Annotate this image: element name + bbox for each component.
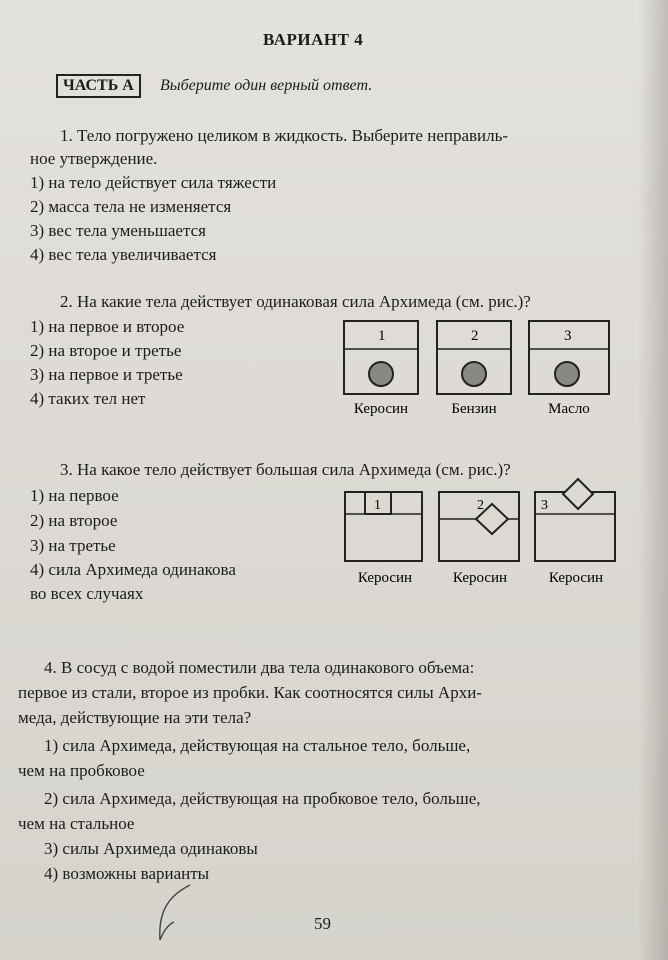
- q3-vessel-3: [535, 479, 615, 586]
- page-number: 59: [314, 914, 331, 933]
- q3-number-2: 2: [477, 498, 484, 513]
- q2-label-2: Бензин: [451, 401, 497, 417]
- q3-text: 3. На какое тело действует большая сила Архимеда (см. рис.)?: [60, 460, 511, 479]
- q2-option-4: 4) таких тел нет: [30, 389, 146, 408]
- pen-mark: [150, 880, 230, 950]
- part-instruction: Выберите один верный ответ.: [160, 77, 373, 94]
- q4-text-line-3: меда, действующие на эти тела?: [18, 708, 252, 727]
- q2-option-1: 1) на первое и второе: [30, 317, 185, 336]
- q4-option-2-cont: чем на стальное: [18, 814, 135, 833]
- q2-text: 2. На какие тела действует одинаковая сила Архимеда (см. рис.)?: [60, 292, 531, 311]
- q2-option-3: 3) на первое и третье: [30, 365, 183, 384]
- q4-option-1: 1) сила Архимеда, действующая на стальное тело, больше,: [44, 736, 471, 755]
- q4-option-2: 2) сила Архимеда, действующая на пробковое тело, больше,: [44, 789, 481, 808]
- q4-text-line-1: 4. В сосуд с водой поместили два тела одинакового объема:: [44, 658, 475, 677]
- q3-option-1: 1) на первое: [30, 486, 119, 505]
- q4-option-1-cont: чем на пробковое: [18, 761, 145, 780]
- q4-text-line-2: первое из стали, второе из пробки. Как соотносятся силы Архи-: [18, 683, 482, 702]
- q1-text-line-1: 1. Тело погружено целиком в жидкость. Выберите неправиль-: [60, 126, 509, 145]
- q1-option-4: 4) вес тела увеличивается: [30, 245, 217, 264]
- q1-text-line-2: ное утверждение.: [30, 149, 158, 168]
- q3-label-3: Керосин: [548, 570, 604, 586]
- q3-block-3: [563, 479, 593, 509]
- q1-option-1: 1) на тело действует сила тяжести: [30, 173, 277, 192]
- q3-option-2: 2) на второе: [30, 511, 118, 530]
- variant-title: ВАРИАНТ 4: [263, 30, 364, 49]
- q3-vessel-1: [345, 492, 422, 586]
- q3-option-3: 3) на третье: [30, 536, 116, 555]
- q2-figure: [336, 316, 622, 420]
- q3-label-1: Керосин: [357, 570, 413, 586]
- q2-label-1: Керосин: [353, 401, 409, 417]
- q4-option-3: 3) силы Архимеда одинаковы: [44, 839, 258, 858]
- q3-vessel-2: [439, 492, 519, 586]
- q2-vessel-3: [529, 321, 609, 417]
- q2-ball-3: [555, 362, 579, 386]
- q2-number-3: 3: [564, 328, 572, 344]
- q2-vessel-2: [437, 321, 511, 417]
- q4-option-4: 4) возможны варианты: [44, 864, 210, 883]
- q3-figure: [340, 476, 630, 586]
- page-shadow: [638, 0, 668, 960]
- q2-number-1: 1: [378, 328, 386, 344]
- q2-vessel-1: [344, 321, 418, 417]
- q2-ball-1: [369, 362, 393, 386]
- q2-ball-2: [462, 362, 486, 386]
- q2-number-2: 2: [471, 328, 479, 344]
- q3-option-4-cont: во всех случаях: [30, 584, 144, 603]
- q3-label-2: Керосин: [452, 570, 508, 586]
- part-label: ЧАСТЬ А: [56, 74, 141, 98]
- q1-option-3: 3) вес тела уменьшается: [30, 221, 206, 240]
- q3-number-1: 1: [374, 498, 381, 513]
- q1-option-2: 2) масса тела не изменяется: [30, 197, 232, 216]
- q2-option-2: 2) на второе и третье: [30, 341, 182, 360]
- q3-number-3: 3: [541, 498, 548, 513]
- q2-label-3: Масло: [548, 401, 590, 417]
- q3-option-4: 4) сила Архимеда одинакова: [30, 560, 236, 579]
